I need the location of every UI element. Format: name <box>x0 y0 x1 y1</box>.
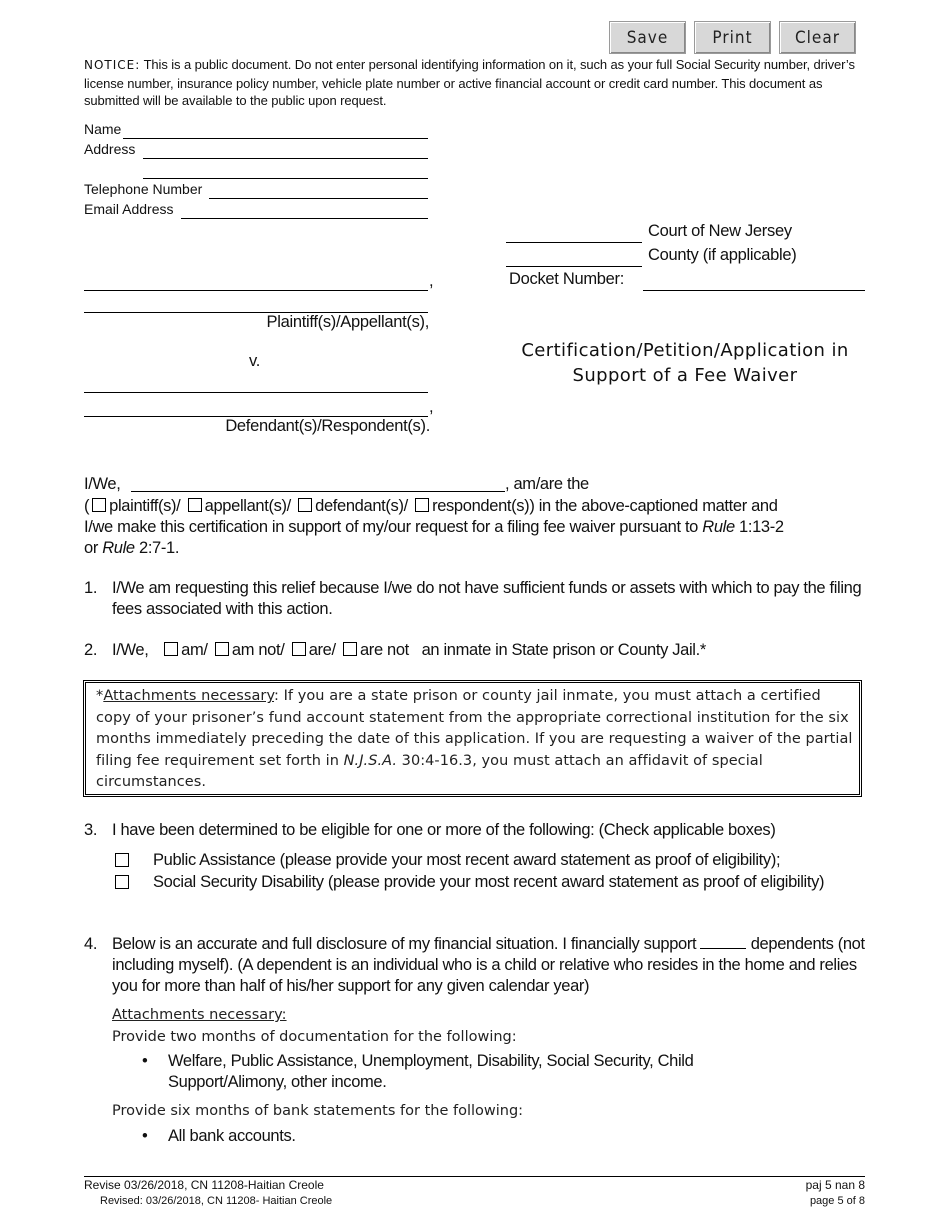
name-field[interactable] <box>123 138 428 139</box>
court-name-field[interactable] <box>506 242 642 243</box>
form-title-line2: Support of a Fee Waiver <box>572 365 798 386</box>
save-button[interactable]: Save <box>609 21 686 54</box>
footer-rule <box>84 1176 865 1177</box>
bank-accounts-bullet: All bank accounts. <box>168 1127 296 1145</box>
footer-page-hc: paj 5 nan 8 <box>805 1178 865 1192</box>
notice-text: This is a public document. Do not enter personal identifying information on it, such as your full Social Security number, driver’s license number, insurance policy number, vehicle plate number or active financial account or credit card number. This document as submitted will be available to the public upon request. <box>84 57 855 108</box>
ssd-label: Social Security Disability (please provide your most recent award statement as proof of eligibility) <box>153 873 825 891</box>
defendant-field-line1[interactable] <box>84 392 428 393</box>
form-title-line1: Certification/Petition/Application in <box>521 340 849 361</box>
party-role-options: ( plaintiff(s)/ appellant(s)/ defendant(s)/ respondent(s)) in the above-captioned matter and <box>84 497 778 515</box>
item3-number: 3. <box>84 821 98 839</box>
respondent-checkbox[interactable] <box>415 498 429 512</box>
name-label: Name <box>84 121 122 137</box>
plaintiff-field-line1[interactable] <box>84 290 428 291</box>
address-field-line2[interactable] <box>143 178 428 179</box>
caption-comma-2: , <box>429 398 434 416</box>
court-label: Court of New Jersey <box>648 222 792 240</box>
item1-number: 1. <box>84 579 98 597</box>
item3-text: I have been determined to be eligible for one or more of the following: (Check applicable boxes) <box>112 821 776 839</box>
appellant-checkbox[interactable] <box>188 498 202 512</box>
footer-revision-hc: Revise 03/26/2018, CN 11208-Haitian Creole <box>84 1178 324 1192</box>
telephone-label: Telephone Number <box>84 181 203 197</box>
item2-number: 2. <box>84 641 98 659</box>
item1-text: I/We am requesting this relief because I/we do not have sufficient funds or assets with which to pay the filing fees associated with this action. <box>112 579 862 618</box>
ssd-checkbox[interactable] <box>115 875 129 889</box>
am-checkbox[interactable] <box>164 642 178 656</box>
print-button[interactable]: Print <box>694 21 771 54</box>
name-of-party-field[interactable] <box>131 491 505 492</box>
six-months-instruction: Provide six months of bank statements for the following: <box>112 1103 524 1119</box>
two-months-instruction: Provide two months of documentation for the following: <box>112 1029 517 1045</box>
item4-attachments-label: Attachments necessary: <box>112 1007 287 1023</box>
docket-number-field[interactable] <box>643 290 865 291</box>
county-label: County (if applicable) <box>648 246 797 264</box>
are-not-checkbox[interactable] <box>343 642 357 656</box>
public-notice <box>84 56 864 110</box>
footer-revision-en: Revised: 03/26/2018, CN 11208- Haitian Creole <box>100 1195 333 1207</box>
am-not-checkbox[interactable] <box>215 642 229 656</box>
notice-label: NOTICE: <box>84 58 141 72</box>
email-label: Email Address <box>84 201 174 217</box>
docket-label: Docket Number: <box>509 270 625 288</box>
item4-text: Below is an accurate and full disclosure of my financial situation. I financially support dependents (not including myself). (A dependent is an individual who is a child or relative who resides in the home and relies you for more than half of his/her support for any given calendar year) <box>112 935 865 995</box>
footer-page-en: page 5 of 8 <box>809 1195 865 1207</box>
defendant-label: Defendant(s)/Respondent(s). <box>225 417 430 435</box>
item4-number: 4. <box>84 935 98 953</box>
versus-label: v. <box>249 352 261 370</box>
intro-certification: I/we make this certification in support of my/our request for a filing fee waiver pursuant to Rule 1:13-2 or Rule 2:7-1. <box>84 518 784 557</box>
income-docs-bullet: Welfare, Public Assistance, Unemployment, Disability, Social Security, Child Support/Alimony, other income. <box>168 1052 694 1091</box>
public-assistance-checkbox[interactable] <box>115 853 129 867</box>
inmate-status-options: I/We, am/ am not/ are/ are not an inmate in State prison or County Jail.* <box>112 641 706 659</box>
plaintiff-checkbox[interactable] <box>92 498 106 512</box>
address-label: Address <box>84 141 136 157</box>
plaintiff-label: Plaintiff(s)/Appellant(s), <box>266 313 429 331</box>
intro-amare: , am/are the <box>505 475 589 493</box>
caption-comma: , <box>429 272 434 290</box>
telephone-field[interactable] <box>209 198 428 199</box>
county-field[interactable] <box>506 266 642 267</box>
email-field[interactable] <box>181 218 428 219</box>
dependents-count-field[interactable] <box>700 936 746 949</box>
attachments-label: Attachments necessary <box>103 688 275 704</box>
are-checkbox[interactable] <box>292 642 306 656</box>
clear-button[interactable]: Clear <box>779 21 856 54</box>
form-title <box>505 338 865 388</box>
address-field-line1[interactable] <box>143 158 428 159</box>
bullet-dot-2: • <box>142 1127 148 1145</box>
attachments-note: *Attachments necessary: If you are a state prison or county jail inmate, you must attach a certified copy of your prisoner’s fund account statement from the appropriate correctional institution for the six months immediately preceding the date of this application. If you are requesting a waiver of the partial filing fee requirement set forth in N.J.S.A. 30:4-16.3, you must attach an affidavit of special circumstances. <box>96 688 853 790</box>
bullet-dot-1: • <box>142 1052 148 1070</box>
intro-iwe: I/We, <box>84 475 121 493</box>
defendant-checkbox[interactable] <box>298 498 312 512</box>
public-assistance-label: Public Assistance (please provide your most recent award statement as proof of eligibility); <box>153 851 781 869</box>
